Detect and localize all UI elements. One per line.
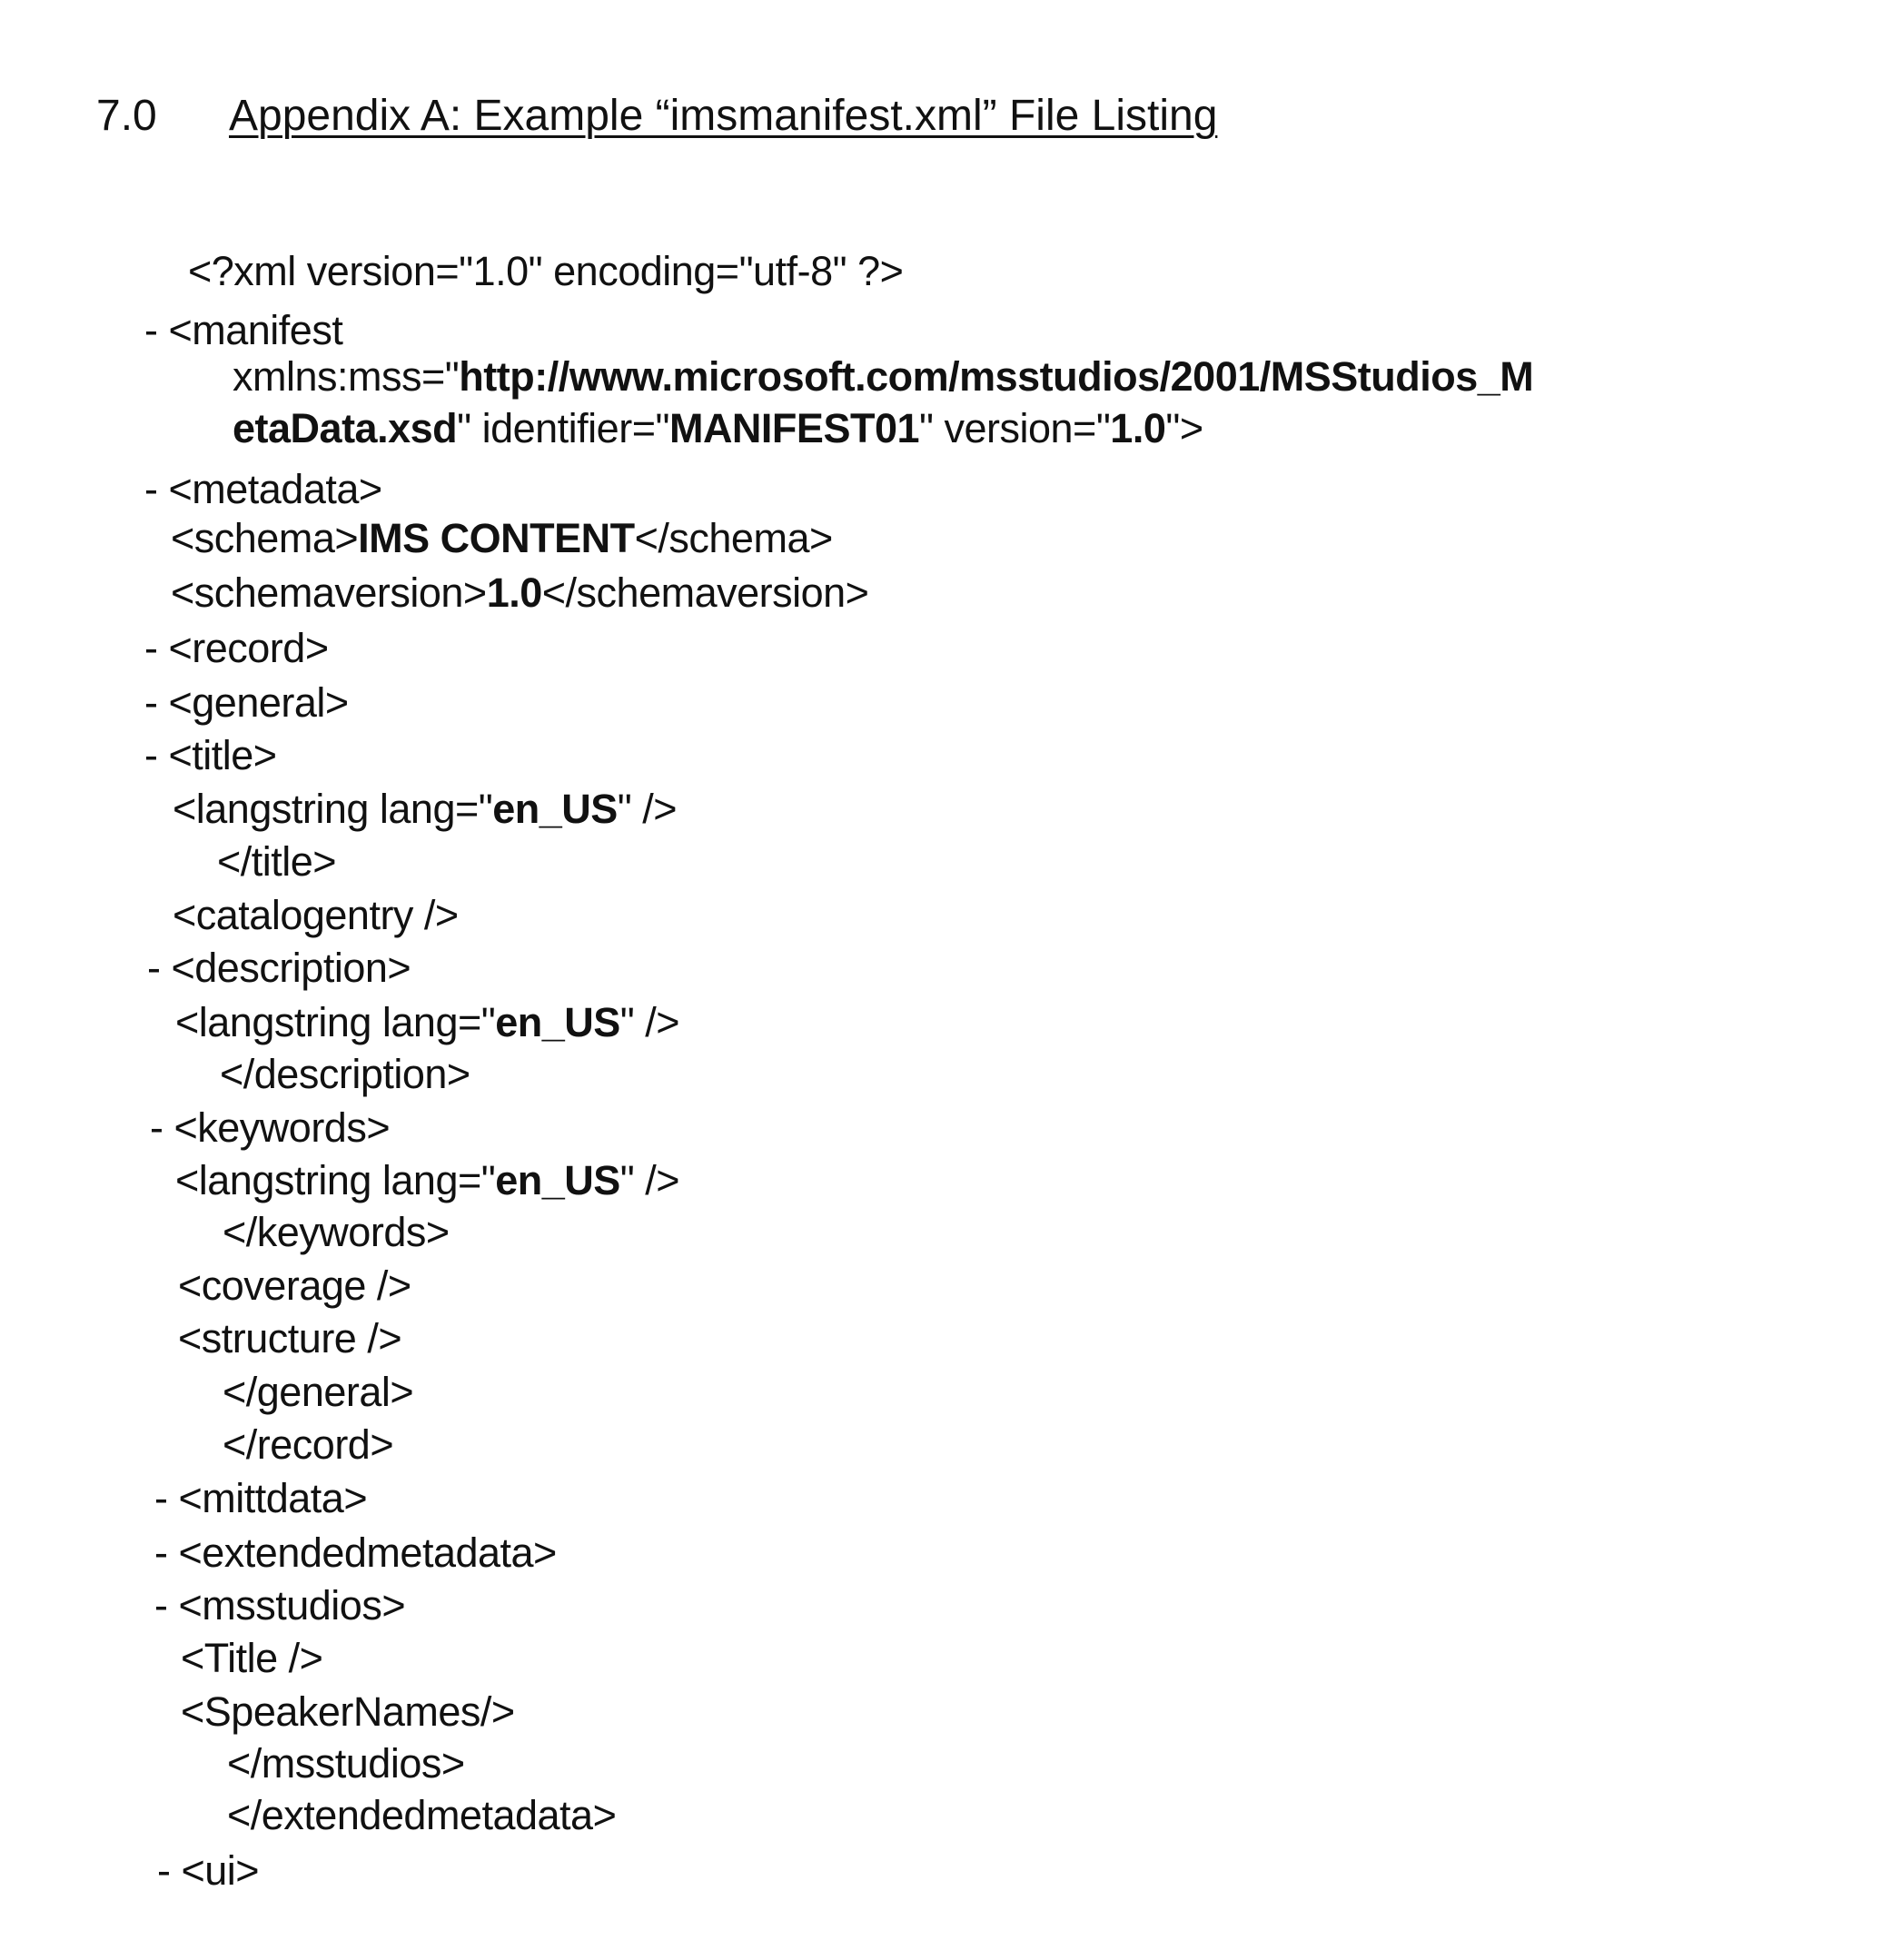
- xml-text: - <mittdata>: [154, 1475, 367, 1521]
- xml-text: <Title />: [181, 1635, 322, 1681]
- xml-line: [188, 247, 903, 296]
- xml-line: [175, 1156, 679, 1205]
- xml-text: <structure />: [178, 1315, 401, 1361]
- xml-line: [223, 1421, 393, 1470]
- xml-text: " />: [618, 786, 677, 832]
- xml-text: " />: [620, 999, 679, 1045]
- xml-text: </general>: [223, 1369, 413, 1415]
- xml-text: " version=": [919, 405, 1110, 451]
- xml-text: <?xml version="1.0" encoding="utf-8" ?>: [188, 248, 903, 294]
- xml-value-bold: IMS CONTENT: [358, 515, 635, 561]
- xml-line: [154, 1581, 405, 1630]
- xml-text: - <msstudios>: [154, 1582, 405, 1628]
- xml-line: [144, 624, 329, 673]
- xml-line: [181, 1688, 515, 1737]
- xml-line: [223, 1208, 450, 1257]
- xml-value-bold: en_US: [495, 999, 620, 1045]
- xml-line: [144, 731, 277, 780]
- xml-text: </schema>: [635, 515, 833, 561]
- xml-text: xmlns:mss=": [233, 353, 459, 400]
- xml-text: </title>: [217, 838, 336, 885]
- xml-line: [154, 1529, 557, 1578]
- xml-text: - <ui>: [157, 1847, 259, 1894]
- xml-text: </extendedmetadata>: [227, 1792, 616, 1838]
- xml-text: <schemaversion>: [171, 569, 487, 616]
- xml-line: [147, 944, 411, 993]
- xml-line: [171, 514, 833, 563]
- xml-value-bold: etaData.xsd: [233, 405, 457, 451]
- xml-line: [144, 306, 342, 355]
- xml-line: [157, 1846, 259, 1896]
- xml-line: [154, 1474, 367, 1523]
- xml-text: - <metadata>: [144, 466, 382, 512]
- xml-line: [227, 1791, 616, 1840]
- xml-text: <coverage />: [178, 1262, 411, 1309]
- xml-line: [181, 1634, 322, 1683]
- xml-text: </schemaversion>: [542, 569, 869, 616]
- xml-text: - <extendedmetadata>: [154, 1529, 557, 1576]
- xml-line: [233, 404, 1203, 453]
- xml-line: [173, 891, 459, 940]
- xml-line: [144, 465, 382, 514]
- xml-line: [220, 1050, 470, 1099]
- xml-line: [173, 785, 677, 834]
- xml-text: </keywords>: [223, 1209, 450, 1255]
- xml-text: <catalogentry />: [173, 892, 459, 938]
- xml-text: - <keywords>: [150, 1104, 390, 1151]
- xml-text: " identifier=": [457, 405, 669, 451]
- xml-line: [227, 1739, 465, 1788]
- xml-text: - <title>: [144, 732, 277, 778]
- xml-value-bold: en_US: [492, 786, 618, 832]
- xml-text: - <record>: [144, 625, 329, 671]
- xml-text: " />: [620, 1157, 679, 1203]
- xml-line: [233, 352, 1533, 401]
- xml-line: [150, 1104, 390, 1153]
- xml-line: [171, 569, 868, 618]
- xml-value-bold: en_US: [495, 1157, 620, 1203]
- xml-text: </description>: [220, 1051, 470, 1097]
- xml-text: <langstring lang=": [175, 1157, 495, 1203]
- xml-text: - <general>: [144, 679, 349, 726]
- xml-text: </record>: [223, 1421, 393, 1468]
- xml-value-bold: 1.0: [487, 569, 542, 616]
- xml-line: [178, 1314, 401, 1363]
- xml-value-bold: http://www.microsoft.com/msstudios/2001/MSStudios_M: [459, 353, 1533, 400]
- xml-line: [144, 678, 349, 728]
- xml-line: [175, 998, 679, 1047]
- xml-text: ">: [1165, 405, 1203, 451]
- xml-text: <langstring lang=": [175, 999, 495, 1045]
- xml-text: </msstudios>: [227, 1740, 465, 1787]
- xml-value-bold: MANIFEST01: [669, 405, 919, 451]
- xml-text: <schema>: [171, 515, 358, 561]
- xml-line: [217, 837, 336, 886]
- xml-text: - <description>: [147, 945, 411, 991]
- section-title: Appendix A: Example “imsmanifest.xml” File Listing: [229, 91, 1217, 142]
- xml-line: [178, 1262, 411, 1311]
- xml-text: <SpeakerNames/>: [181, 1688, 515, 1735]
- xml-text: - <manifest: [144, 307, 342, 353]
- section-number: 7.0: [96, 91, 157, 142]
- xml-line: [223, 1368, 413, 1417]
- xml-text: <langstring lang=": [173, 786, 492, 832]
- xml-value-bold: 1.0: [1110, 405, 1165, 451]
